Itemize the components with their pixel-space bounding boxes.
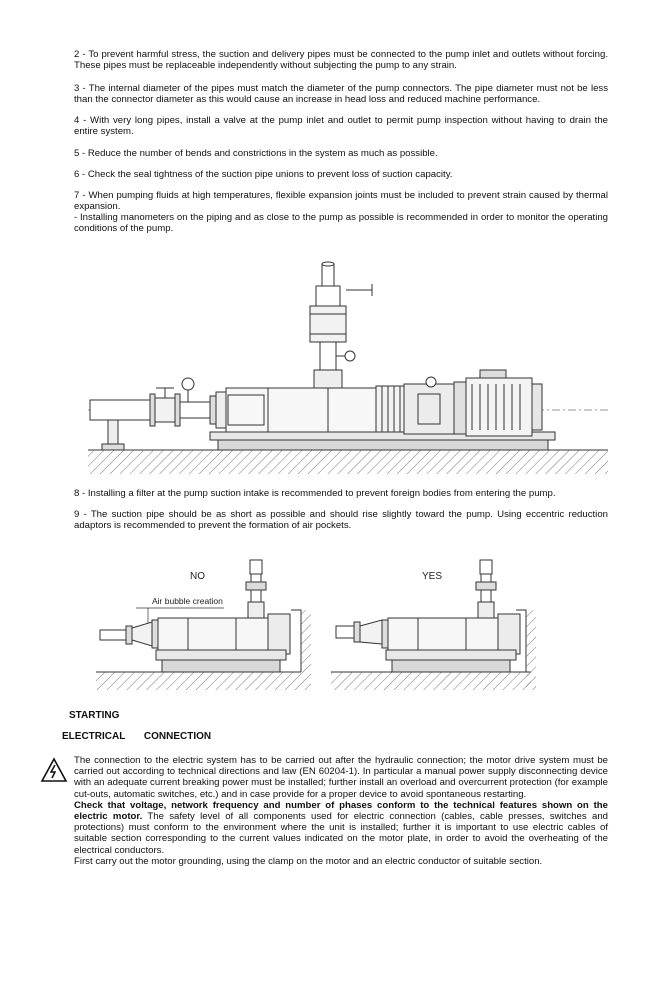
no-label: NO bbox=[190, 571, 205, 582]
instruction-item-6: 6 - Check the seal tightness of the suction pipe unions to prevent loss of suction capacity. bbox=[74, 169, 453, 180]
instruction-item-2: 2 - To prevent harmful stress, the suction and delivery pipes must be connected to the pump inlet and outlets without forcing. These pipes must be replaceable independently without subjecting the pump to any strain. bbox=[74, 49, 608, 72]
instruction-item-8: 8 - Installing a filter at the pump suction intake is recommended to prevent foreign bodies from entering the pump. bbox=[74, 488, 556, 499]
electrical-para-3: First carry out the motor grounding, using the clamp on the motor and an electric conductor of suitable section. bbox=[74, 855, 543, 867]
instruction-item-3: 3 - The internal diameter of the pipes must match the diameter of the pump connectors. The pipe diameter must not be less than the connector diameter as this would cause an increase in head loss and reduced machine performance. bbox=[74, 83, 608, 106]
instruction-item-9: 9 - The suction pipe should be as short as possible and should rise slightly toward the pump. Using eccentric reduction adaptors is recommended to prevent the formation of air pockets. bbox=[74, 509, 608, 532]
electrical-para-2: The safety level of all components used for electric connection (cables, cable presses, switches and protections) must conform to the environment where the unit is installed; further it is important to use electric cables of suitable section corresponding to the current values indicated on the motor plate, in order to avoid the overheating of the electrical conductors. bbox=[74, 811, 608, 856]
electrical-para-1: The connection to the electric system has to be carried out after the hydraulic connection; the motor drive system must be carried out according to technical directions and law (EN 60204-1). In particular a manual power supply disconnecting device with an adequate current breaking power must be installed; further install an overload and overcurrent protection (for example cut-outs, automatic switches, etc.) and in case provide for a proper device to avoid spontaneous restarting. bbox=[74, 755, 608, 800]
electrical-hazard-icon bbox=[40, 757, 68, 788]
instruction-item-7: 7 - When pumping fluids at high temperatures, flexible expansion joints must be included to prevent strain caused by thermal expansion. bbox=[74, 190, 608, 213]
section-title: STARTING bbox=[69, 710, 120, 721]
instruction-item-5: 5 - Reduce the number of bends and constrictions in the system as much as possible. bbox=[74, 148, 438, 159]
air-bubble-label: Air bubble creation bbox=[152, 596, 223, 606]
suction-pipe-comparison-figure bbox=[96, 552, 536, 700]
electrical-connection-text bbox=[74, 755, 608, 867]
instruction-item-4: 4 - With very long pipes, install a valve at the pump inlet and outlet to permit pump inspection without having to drain the entire system. bbox=[74, 115, 608, 138]
section-subtitle: ELECTRICAL CONNECTION bbox=[62, 731, 212, 742]
pump-installation-figure bbox=[88, 258, 608, 480]
electrical-check-bold: Check that voltage, network frequency and number of phases conform to the technical features shown on the electric motor. bbox=[74, 799, 608, 823]
yes-label: YES bbox=[422, 571, 443, 582]
instruction-item-7-note: - Installing manometers on the piping and as close to the pump as possible is recommended in order to monitor the operating conditions of the pump. bbox=[74, 212, 608, 235]
